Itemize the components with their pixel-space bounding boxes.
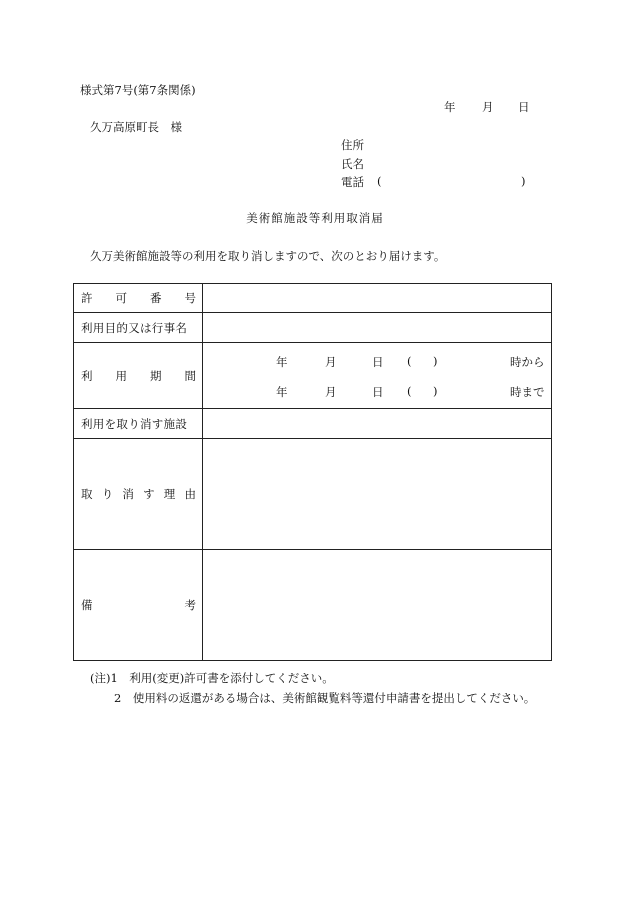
period-field[interactable] bbox=[203, 343, 552, 409]
period-to-label: 時まで bbox=[510, 384, 545, 399]
label-char: 利 bbox=[81, 368, 93, 383]
period-from-day: 日 bbox=[372, 354, 384, 369]
label-char: 消 bbox=[122, 487, 134, 501]
address-label: 住所 bbox=[341, 138, 364, 152]
table-row bbox=[74, 313, 552, 343]
reason-field[interactable] bbox=[203, 439, 552, 550]
label-char: 号 bbox=[184, 291, 196, 305]
facility-label-text: 利用を取り消す施設 bbox=[81, 416, 188, 431]
label-char: 番 bbox=[150, 291, 162, 305]
name-label: 氏名 bbox=[341, 157, 364, 171]
period-to-year: 年 bbox=[276, 384, 288, 399]
phone-label: 電話 bbox=[341, 175, 364, 189]
label-char: 理 bbox=[163, 487, 176, 501]
permit-number-field[interactable] bbox=[203, 284, 552, 313]
form-table bbox=[73, 283, 552, 661]
label-char: 由 bbox=[184, 487, 196, 501]
period-label bbox=[74, 343, 203, 409]
period-from-line bbox=[203, 346, 551, 376]
phone-close-paren: ) bbox=[521, 174, 526, 188]
date-year-label: 年 bbox=[444, 100, 456, 114]
period-from-year: 年 bbox=[276, 354, 288, 369]
label-char: 間 bbox=[184, 368, 196, 383]
form-number: 様式第7号(第7条関係) bbox=[80, 83, 196, 97]
permit-number-label bbox=[74, 284, 203, 313]
table-row bbox=[74, 550, 552, 661]
period-to-month: 月 bbox=[325, 384, 337, 399]
addressee: 久万高原町長 様 bbox=[90, 120, 182, 134]
label-char: り bbox=[101, 487, 114, 501]
label-char: 可 bbox=[115, 291, 127, 305]
date-month-label: 月 bbox=[482, 100, 494, 114]
label-char: 期 bbox=[150, 368, 162, 383]
label-char: 用 bbox=[115, 368, 127, 383]
table-row bbox=[74, 439, 552, 550]
facility-field[interactable] bbox=[203, 409, 552, 439]
period-from-paren-close: ) bbox=[433, 353, 438, 368]
label-char: 備 bbox=[81, 598, 93, 612]
label-char: 許 bbox=[81, 291, 93, 305]
period-to-day: 日 bbox=[372, 384, 384, 399]
period-from-paren-open: ( bbox=[407, 353, 412, 368]
remarks-field[interactable] bbox=[203, 550, 552, 661]
label-char: 考 bbox=[184, 598, 196, 612]
purpose-label-text: 利用目的又は行事名 bbox=[81, 320, 188, 335]
period-to-paren-close: ) bbox=[433, 383, 438, 398]
note-1: (注)1 利用(変更)許可書を添付してください。 bbox=[90, 671, 334, 685]
reason-label bbox=[74, 439, 203, 550]
phone-open-paren: ( bbox=[377, 174, 382, 188]
purpose-label bbox=[74, 313, 203, 343]
period-to-line bbox=[203, 376, 551, 406]
period-from-month: 月 bbox=[325, 354, 337, 369]
form-title: 美術館施設等利用取消届 bbox=[246, 211, 384, 225]
label-char: す bbox=[143, 487, 155, 501]
note-2: 2 使用料の返還がある場合は、美術館観覧料等還付申請書を提出してください。 bbox=[114, 691, 536, 705]
table-row bbox=[74, 409, 552, 439]
period-to-paren-open: ( bbox=[407, 383, 412, 398]
purpose-field[interactable] bbox=[203, 313, 552, 343]
period-from-label: 時から bbox=[510, 354, 545, 369]
facility-label bbox=[74, 409, 203, 439]
label-char: 取 bbox=[81, 487, 93, 501]
intro-text: 久万美術館施設等の利用を取り消しますので、次のとおり届けます。 bbox=[90, 249, 446, 263]
date-day-label: 日 bbox=[518, 100, 530, 114]
remarks-label bbox=[74, 550, 203, 661]
table-row bbox=[74, 284, 552, 313]
table-row bbox=[74, 343, 552, 409]
